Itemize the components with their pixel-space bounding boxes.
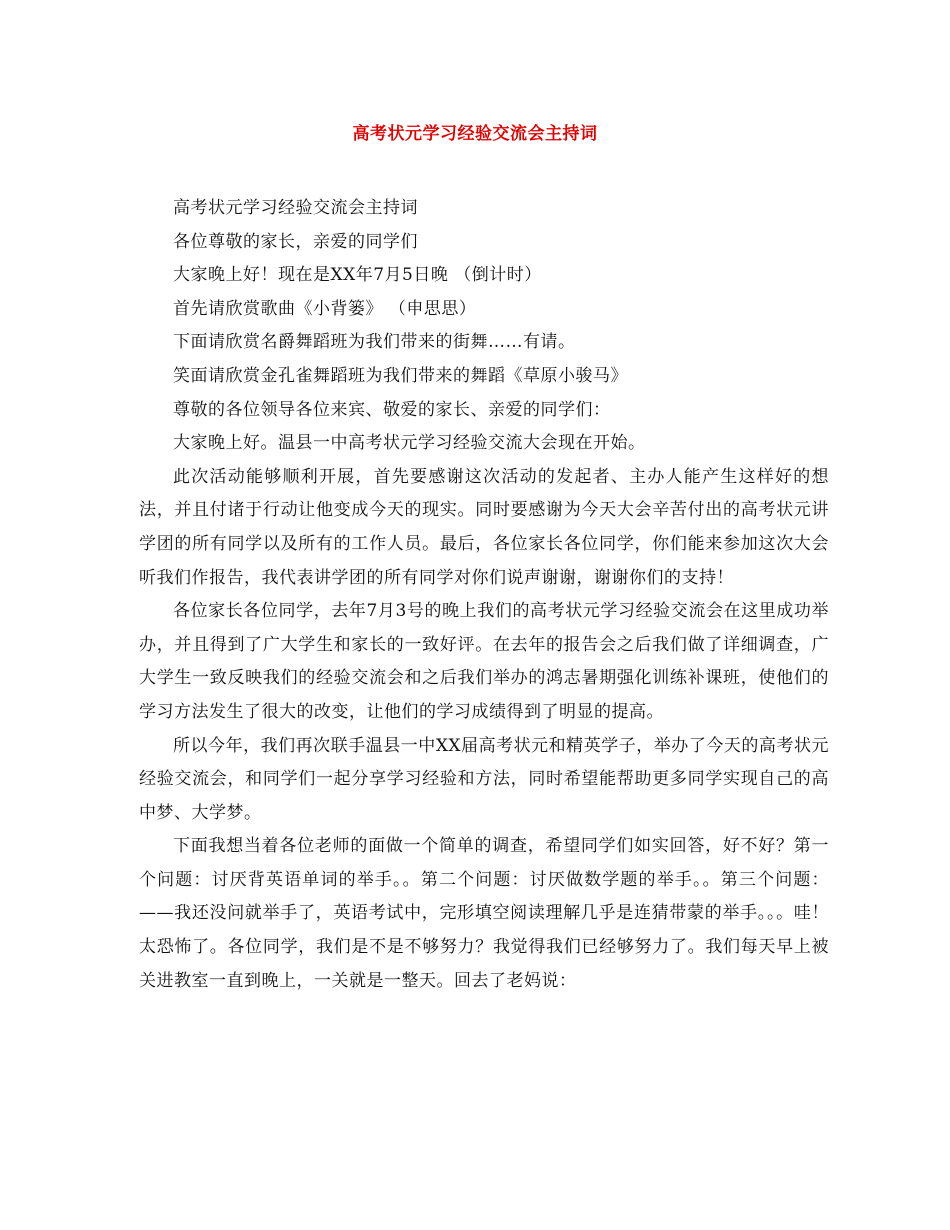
paragraph: 尊敬的各位领导各位来宾、敬爱的家长、亲爱的同学们： [173,399,611,420]
paragraph: 下面请欣赏名爵舞蹈班为我们带来的街舞……有请。 [173,332,576,353]
paragraph: 大家晚上好。温县一中高考状元学习经验交流大会现在开始。 [173,433,646,454]
document-title: 高考状元学习经验交流会主持词 [352,124,598,144]
paragraph: 各位尊敬的家长，亲爱的同学们 [173,231,418,252]
paragraph: 所以今年，我们再次联手温县一中XX届高考状元和精英学子，举办了今天的高考状元经验交流会，和同学们一起分享学习经验和方法，同时希望能帮助更多同学实现自己的高中梦、大学梦。 [139,735,829,823]
paragraph: 笑面请欣赏金孔雀舞蹈班为我们带来的舞蹈《草原小骏马》 [173,365,628,386]
paragraph: 高考状元学习经验交流会主持词 [173,198,418,218]
document-body [139,192,829,998]
paragraph: 各位家长各位同学，去年7月3号的晚上我们的高考状元学习经验交流会在这里成功举办，并且得到了广大学生和家长的一致好评。在去年的报告会之后我们做了详细调查，广大学生一致反映我们的经验交流会和之后我们举办的鸿志暑期强化训练补课班，使他们的学习方法发生了很大的改变，让他们的学习成绩得到了明显的提高。 [139,601,829,722]
paragraph: 此次活动能够顺利开展，首先要感谢这次活动的发起者、主办人能产生这样好的想法，并且付诸于行动让他变成今天的现实。同时要感谢为今天大会辛苦付出的高考状元讲学团的所有同学以及所有的工作人员。最后，各位家长各位同学，你们能来参加这次大会听我们作报告，我代表讲学团的所有同学对你们说声谢谢，谢谢你们的支持！ [139,466,829,588]
paragraph: 下面我想当着各位老师的面做一个简单的调查，希望同学们如实回答，好不好？第一个问题：讨厌背英语单词的举手。。第二个问题：讨厌做数学题的举手。。第三个问题：——我还没问就举手了，英语考试中，完形填空阅读理解几乎是连猜带蒙的举手。。。哇！太恐怖了。各位同学，我们是不是不够努力？我觉得我们已经够努力了。我们每天早上被关进教室一直到晚上，一关就是一整天。回去了老妈说： [139,836,829,991]
paragraph: 首先请欣赏歌曲《小背篓》 （申思思） [173,298,477,319]
paragraph: 大家晚上好！现在是XX年7月5日晚 （倒计时） [173,265,542,286]
